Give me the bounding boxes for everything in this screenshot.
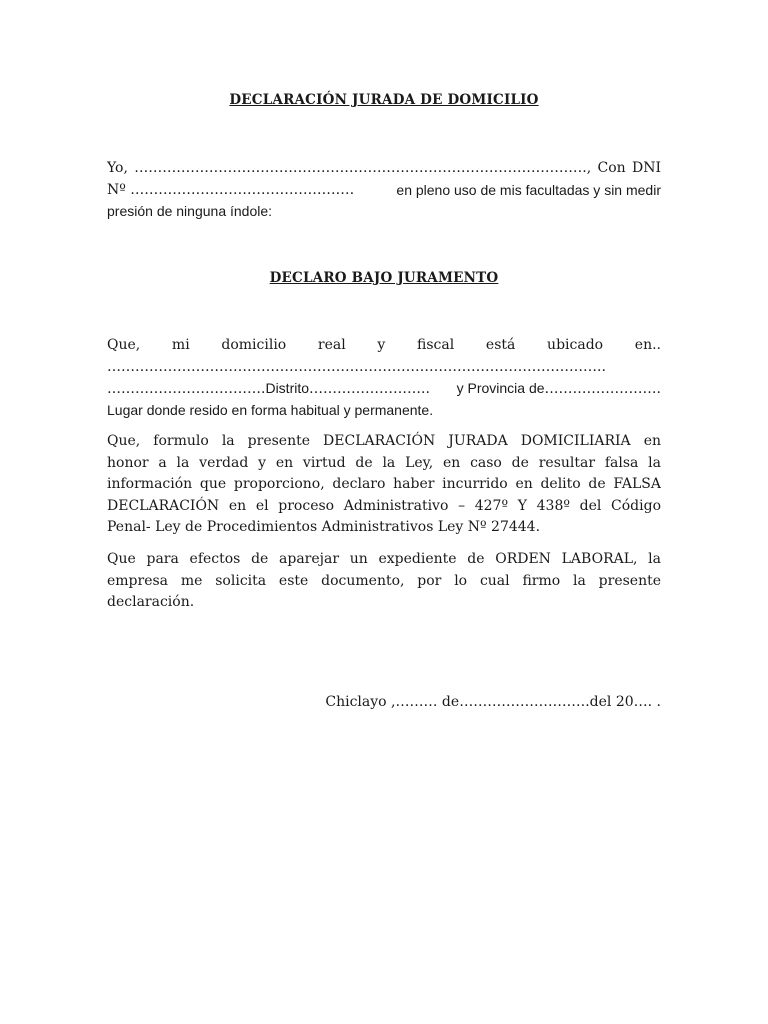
intro-line-3-b: de ninguna índole: <box>156 203 273 219</box>
distrito-blank: …………………….. <box>309 381 430 397</box>
document-subtitle: DECLARO BAJO JURAMENTO <box>269 270 499 286</box>
paragraph-3-line-3: declaración. <box>107 594 195 610</box>
domicilio-paragraph <box>107 335 661 421</box>
intro-line-1: Yo, ……………………………………………………………………………………., Con DNI <box>107 160 661 176</box>
distrito-label: Distrito <box>265 380 310 396</box>
paragraph-declaracion <box>107 431 661 539</box>
paragraph-3-line-2: empresa me solicita este documento, por lo cual firmo la presente <box>107 572 661 589</box>
day-blank: ……… de <box>395 694 460 710</box>
paragraph-2-line-4: DECLARACIÓN en el proceso Administrativo – 427º Y 438º del Código <box>107 497 661 514</box>
paragraph-2-line-5: Penal- Ley de Procedimientos Administrativos Ley Nº 27444. <box>107 519 541 535</box>
paragraph-2-line-3: información que proporciono, declaro haber incurrido en delito de FALSA <box>107 476 661 492</box>
address-blank: ……………………………. <box>107 381 266 397</box>
city-label: Chiclayo , <box>325 694 396 710</box>
year-prefix: del 20 <box>589 694 634 710</box>
document-title: DECLARACIÓN JURADA DE DOMICILIO <box>229 92 539 108</box>
paragraph-3-line-1: Que para efectos de aparejar un expediente de ORDEN LABORAL, la <box>107 551 661 567</box>
month-blank: ………………………. <box>459 694 590 710</box>
paragraph-2-line-1: Que, formulo la presente DECLARACIÓN JURADA DOMICILIARIA en <box>107 433 661 449</box>
domicilio-line-3 <box>107 378 661 400</box>
intro-line-2 <box>107 180 661 202</box>
dni-blank: Nº ………………………………………… <box>107 181 355 198</box>
intro-paragraph <box>107 158 661 223</box>
paragraph-2-line-2: honor a la verdad y en virtud de la Ley, en caso de resultar falsa la <box>107 454 661 471</box>
place-date-line <box>325 694 661 710</box>
intro-line-3-a: presión <box>107 203 157 219</box>
intro-line-2-text: en pleno uso de mis facultadas y sin medir <box>396 181 661 198</box>
intro-line-3 <box>107 201 661 223</box>
domicilio-line-4: Lugar donde resido en forma habitual y permanente. <box>107 401 434 418</box>
provincia-label: y Provincia de <box>456 380 545 396</box>
year-blank: …. . <box>633 694 661 710</box>
domicilio-line-1: Que, mi domicilio real y fiscal está ubicado en.. <box>107 337 661 353</box>
provincia-blank: ……………………. <box>544 381 661 397</box>
paragraph-efectos <box>107 549 661 614</box>
domicilio-line-2: …………………………………………………………………………………………….. <box>107 358 606 375</box>
